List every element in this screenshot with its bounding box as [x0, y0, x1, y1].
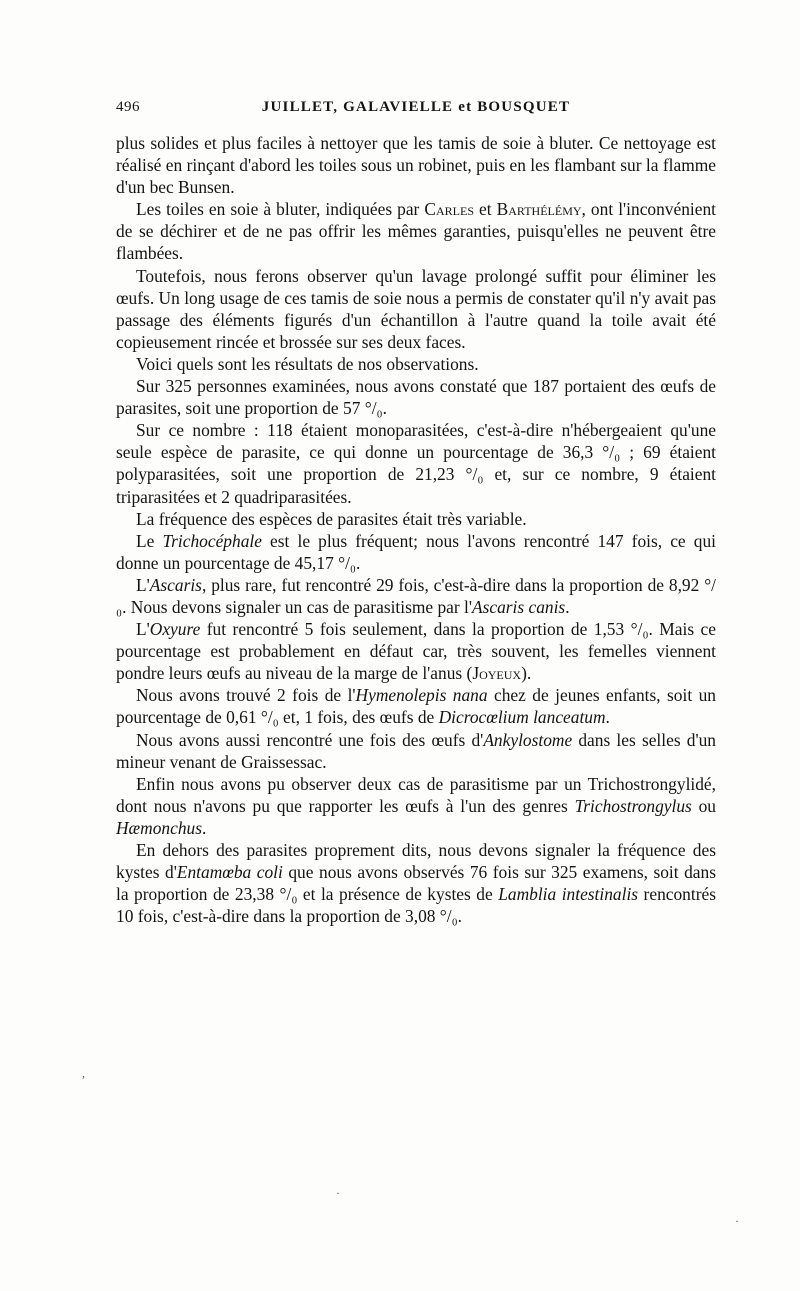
paragraph-lavage: Toutefois, nous ferons observer qu'un lavage prolongé suffit pour éliminer les œufs. Un long usage de ces tamis de soie nous a permis de constater qu'il n'y avait pas passage des éléments figurés d'un échantillon à l'autre quand la toile avait été copieusement rincée et brossée sur ses deux faces.: [116, 265, 716, 352]
taxon-ascaris-canis: Ascaris canis: [471, 596, 566, 617]
paragraph-nombre: Sur ce nombre : 118 étaient monoparasitées, c'est-à-dire n'hébergeaient qu'une seule espèce de parasite, ce qui donne un pourcentage de 36,3 °/₀ ; 69 étaient polyparasitées, soit une proportion de 21,23 °/₀ et, sur ce nombre, 9 étaient triparasitées et 2 quadriparasitées.: [116, 420, 716, 507]
paragraph-continuation: plus solides et plus faciles à nettoyer que les tamis de soie à bluter. Ce nettoyage est réalisé en rinçant d'abord les toiles sous un robinet, puis en les flambant sur la flamme d'un bec Bunsen.: [116, 133, 716, 198]
paragraph-toiles: Les toiles en soie à bluter, indiquées par Carles et Barthélémy, ont l'inconvénient de se déchirer et de ne pas offrir les mêmes garanties, puisqu'elles ne peuvent être flambées.: [116, 199, 716, 264]
scan-speck: ·: [735, 1214, 739, 1228]
taxon-entamoeba-coli: Entamœba coli: [176, 862, 283, 883]
taxon-trichostrongylus: Trichostrongylus: [574, 795, 692, 816]
taxon-trichocephale: Trichocéphale: [162, 530, 262, 551]
paragraph-trichocephale: Le Trichocéphale est le plus fréquent; nous l'avons rencontré 147 fois, ce qui donne un pourcentage de 45,17 °/₀.: [116, 530, 716, 573]
page-header: [116, 99, 716, 121]
paragraph-personnes: Sur 325 personnes examinées, nous avons constaté que 187 portaient des œufs de parasites, soit une proportion de 57 °/₀.: [116, 376, 716, 419]
paragraph-kystes: En dehors des parasites proprement dits, nous devons signaler la fréquence des kystes d'Entamœba coli que nous avons observés 76 fois sur 325 examens, soit dans la proportion de 23,38 °/₀ et la présence de kystes de Lamblia intestinalis rencontrés 10 fois, c'est-à-dire dans la proportion de 3,08 °/₀.: [116, 840, 716, 927]
paragraph-ankylostome: Nous avons aussi rencontré une fois des œufs d'Ankylostome dans les selles d'un mineur venant de Graissessac.: [116, 729, 716, 772]
taxon-dicrocoelium: Dicrocœlium lanceatum: [438, 707, 606, 728]
paragraph-ascaris: L'Ascaris, plus rare, fut rencontré 29 fois, c'est-à-dire dans la proportion de 8,92 °/₀. Nous devons signaler un cas de parasitisme par l'Ascaris canis.: [116, 574, 716, 617]
page-number: 496: [116, 99, 140, 115]
author-joyeux: Joyeux: [472, 663, 522, 684]
taxon-haemonchus: Hæmonchus: [116, 817, 202, 838]
paragraph-hymenolepis: Nous avons trouvé 2 fois de l'Hymenolepis nana chez de jeunes enfants, soit un pourcentage de 0,61 °/₀ et, 1 fois, des œufs de Dicrocœlium lanceatum.: [116, 685, 716, 728]
paragraph-frequence: La fréquence des espèces de parasites était très variable.: [136, 508, 527, 529]
taxon-lamblia: Lamblia intestinalis: [498, 884, 639, 905]
author-carles: Carles: [424, 199, 474, 220]
paragraph-oxyure: L'Oxyure fut rencontré 5 fois seulement, dans la proportion de 1,53 °/₀. Mais ce pourcentage est probablement en défaut car, très souvent, les femelles viennent pondre leurs œufs au niveau de la marge de l'anus (Joyeux).: [116, 619, 716, 684]
taxon-ascaris: Ascaris: [149, 574, 202, 595]
paragraph-resultats: Voici quels sont les résultats de nos observations.: [136, 353, 479, 374]
scan-speck: ·: [336, 1186, 340, 1200]
taxon-hymenolepis-nana: Hymenolepis nana: [355, 685, 488, 706]
taxon-oxyure: Oxyure: [149, 619, 201, 640]
body-text: [116, 132, 716, 927]
running-head: JUILLET, GALAVIELLE et BOUSQUET: [261, 99, 571, 115]
paragraph-trichostrongylide: Enfin nous avons pu observer deux cas de parasitisme par un Trichostrongylidé, dont nous n'avons pu que rapporter les œufs à l'un des genres Trichostrongylus ou Hæmonchus.: [116, 773, 716, 838]
scan-speck: ,: [82, 1066, 85, 1080]
taxon-ankylostome: Ankylostome: [483, 729, 573, 750]
author-barthelemy: Barthélémy: [496, 199, 582, 220]
